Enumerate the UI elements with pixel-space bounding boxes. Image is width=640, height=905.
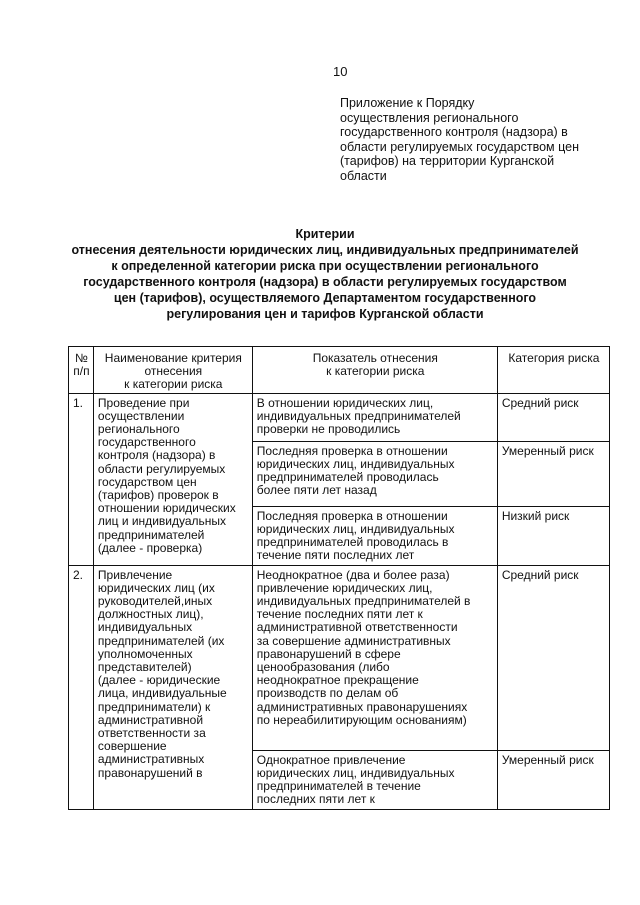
row-number: 2. [69, 565, 94, 809]
indicator-cell: Однократное привлечение юридических лиц, индивидуальных предпринимателей в течение последних пяти лет к [252, 750, 497, 809]
appendix-line: (тарифов) на территории Курганской [340, 154, 555, 168]
indicator-cell: Последняя проверка в отношении юридических лиц, индивидуальных предпринимателей проводилась более пяти лет назад [252, 441, 497, 506]
title-line: Критерии [295, 227, 355, 241]
appendix-line: осуществления регионального [340, 110, 519, 125]
table-header-row [69, 347, 610, 394]
criteria-table [68, 346, 610, 810]
appendix-line: области [340, 168, 387, 183]
appendix-line: государственного контроля (надзора) в [340, 125, 568, 139]
appendix-line: Приложение к Порядку [340, 96, 475, 110]
title-line: регулирования цен и тарифов Курганской области [166, 307, 484, 321]
table-row [69, 565, 610, 750]
row-number: 1. [69, 393, 94, 565]
table-row [69, 393, 610, 441]
risk-category: Низкий риск [497, 506, 609, 565]
criterion-cell: Проведение при осуществлении регионального государственного контроля (надзора) в области регулируемых государством цен (тарифов) проверок в отношении юридических лиц и индивидуальных предпринимателей (далее - проверка) [93, 393, 252, 565]
header-num: № п/п [69, 347, 94, 394]
appendix-note [340, 96, 602, 183]
header-criterion: Наименование критерия отнесения к категории риска [93, 347, 252, 394]
appendix-line: области регулируемых государством цен [340, 139, 580, 154]
title-line: к определенной категории риска при осуществлении регионального [111, 259, 539, 273]
document-title [50, 226, 600, 322]
risk-category: Умеренный риск [497, 441, 609, 506]
header-category: Категория риска [497, 347, 609, 394]
indicator-cell: В отношении юридических лиц, индивидуальных предпринимателей проверки не проводились [252, 393, 497, 441]
title-line: государственного контроля (надзора) в области регулируемых государством [83, 275, 567, 289]
risk-category: Умеренный риск [497, 750, 609, 809]
risk-category: Средний риск [497, 565, 609, 750]
criterion-cell: Привлечение юридических лиц (их руководителей,иных должностных лиц), индивидуальных предпринимателей (их уполномоченных представителей) (далее - юридические лица, индивидуальные предприниматели) к административной ответственности за совершение административных правонарушений в [93, 565, 252, 809]
page-number: 10 [333, 64, 348, 79]
title-line: цен (тарифов), осуществляемого Департаментом государственного [113, 291, 537, 305]
title-line: отнесения деятельности юридических лиц, индивидуальных предпринимателей [71, 243, 579, 257]
risk-category: Средний риск [497, 393, 609, 441]
indicator-cell: Последняя проверка в отношении юридических лиц, индивидуальных предпринимателей проводилась в течение пяти последних лет [252, 506, 497, 565]
indicator-cell: Неоднократное (два и более раза) привлечение юридических лиц, индивидуальных предпринимателей в течение последних пяти лет к административной ответственности за совершение административных правонарушений в сфере ценообразования (либо неоднократное прекращение производств по делам об административных правонарушениях по нереабилитирующим основаниям) [252, 565, 497, 750]
header-indicator: Показатель отнесения к категории риска [252, 347, 497, 394]
